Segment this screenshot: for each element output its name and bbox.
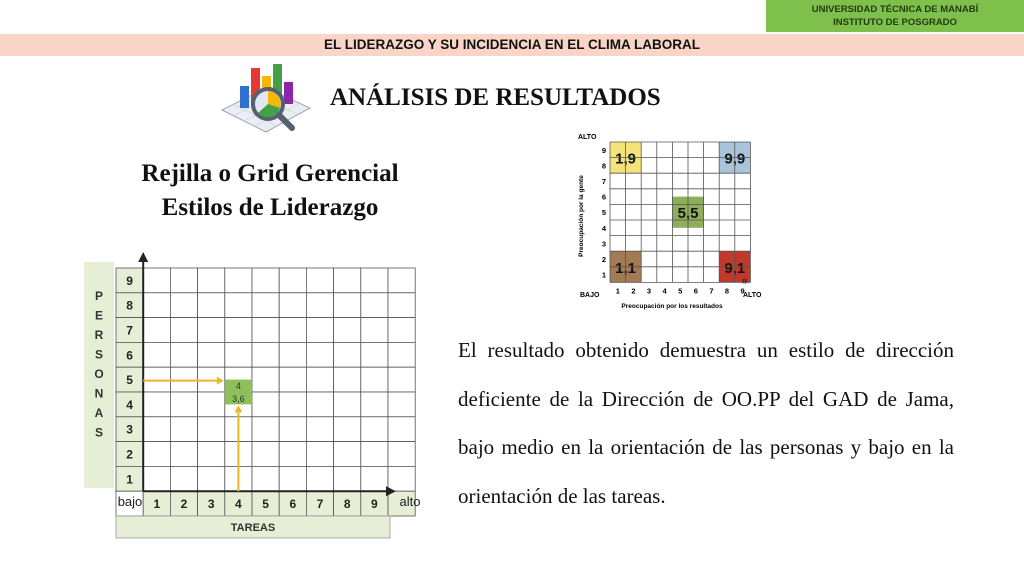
x-tick-label: 4 [235, 497, 242, 512]
x-tick-label: 8 [343, 497, 351, 512]
grid-cell [252, 442, 279, 467]
y-tick-label: 8 [126, 298, 133, 313]
x-tick-label: 9 [371, 497, 378, 512]
grid-cell [198, 392, 225, 417]
grid-cell [361, 367, 388, 392]
grid-cell [225, 318, 252, 343]
grid-cell [306, 318, 333, 343]
svg-text:9,1: 9,1 [724, 259, 746, 277]
y-tick-label: 5 [126, 373, 133, 388]
x-low-label: bajo [117, 494, 143, 509]
grid-cell [170, 417, 197, 442]
grid-cell [306, 392, 333, 417]
grid-cell [361, 392, 388, 417]
grid-cell [361, 466, 388, 491]
ref-y-tick: 7 [601, 177, 607, 186]
grid-cell [306, 342, 333, 367]
personas-letter: P [94, 289, 104, 303]
grid-subtitle: Estilos de Liderazgo [161, 194, 379, 221]
grid-cell [252, 392, 279, 417]
grid-cell [334, 268, 361, 293]
x-tick-label: 5 [262, 497, 269, 512]
grid-cell [143, 442, 170, 467]
y-tick-label: 4 [126, 397, 133, 412]
y-tick-label: 3 [126, 422, 133, 437]
grid-cell [306, 466, 333, 491]
grid-cell [361, 318, 388, 343]
grid-cell [388, 367, 415, 392]
grid-cell [306, 442, 333, 467]
institute-name: INSTITUTO DE POSGRADO [833, 17, 957, 28]
grid-cell [279, 442, 306, 467]
grid-cell [334, 367, 361, 392]
grid-cell [198, 442, 225, 467]
ref-x-tick: 9 [740, 286, 745, 296]
svg-text:1,9: 1,9 [615, 150, 637, 168]
grid-cell [252, 342, 279, 367]
grid-cell [170, 442, 197, 467]
grid-cell [170, 268, 197, 293]
ref-x-tick: 1 [615, 286, 620, 296]
grid-cell [198, 268, 225, 293]
result-y-value: 3,6 [232, 394, 245, 404]
ref-x-tick: 5 [678, 286, 683, 296]
personas-letter: N [94, 386, 104, 401]
grid-cell [388, 268, 415, 293]
grid-cell [143, 342, 170, 367]
grid-cell [198, 417, 225, 442]
grid-cell [225, 268, 252, 293]
y-tick-label: 6 [126, 348, 133, 363]
grid-cell [279, 342, 306, 367]
grid-cell [225, 293, 252, 318]
university-name: UNIVERSIDAD TÉCNICA DE MANABÍ [811, 4, 979, 15]
grid-title: Rejilla o Grid Gerencial [141, 160, 399, 187]
x-tick-label: 7 [316, 497, 324, 512]
ref-y-tick: 2 [601, 255, 607, 264]
grid-cell [170, 342, 197, 367]
grid-cell [252, 318, 279, 343]
chart-magnifier-icon [218, 58, 314, 138]
registered-mark: ® [742, 279, 748, 286]
grid-cell [143, 417, 170, 442]
svg-text:5,5: 5,5 [677, 205, 699, 223]
ref-x-tick: 7 [709, 286, 714, 296]
ref-x-tick: 8 [724, 286, 730, 296]
personas-letter: O [94, 367, 104, 381]
x-tick-label: 6 [289, 497, 297, 512]
university-badge [766, 0, 1024, 32]
x-axis-title: TAREAS [230, 522, 276, 534]
svg-text:9,9: 9,9 [724, 150, 746, 168]
grid-cell [279, 367, 306, 392]
grid-cell [361, 442, 388, 467]
grid-cell [143, 392, 170, 417]
grid-cell [252, 417, 279, 442]
grid-cell [388, 392, 415, 417]
grid-cell [198, 466, 225, 491]
grid-cell [388, 466, 415, 491]
grid-cell [279, 466, 306, 491]
grid-cell [388, 442, 415, 467]
y-tick-label: 7 [126, 323, 133, 338]
personas-letter: S [94, 347, 104, 362]
x-tick-label: 3 [207, 497, 215, 512]
y-tick-label: 2 [126, 447, 133, 462]
grid-cell [170, 466, 197, 491]
grid-cell [306, 293, 333, 318]
grid-cell [143, 293, 170, 318]
personas-letter: A [94, 406, 104, 420]
grid-cell [334, 442, 361, 467]
x-high-label: alto [399, 494, 421, 509]
result-paragraph: El resultado obtenido demuestra un estilo de dirección deficiente de la Dirección de OO.PP del GAD de Jama, bajo medio en la orientación de las personas y bajo en la orientación de las tareas. [458, 338, 954, 508]
grid-cell [361, 417, 388, 442]
grid-cell [306, 417, 333, 442]
reference-managerial-grid [572, 128, 772, 312]
grid-cell [279, 268, 306, 293]
personas-letter: R [94, 328, 104, 342]
grid-cell [143, 466, 170, 491]
grid-cell [225, 342, 252, 367]
grid-cell [361, 293, 388, 318]
result-x-value: 4 [235, 381, 241, 391]
grid-cell [279, 293, 306, 318]
personas-letter: S [94, 425, 104, 440]
grid-cell [361, 268, 388, 293]
grid-cell [306, 268, 333, 293]
ref-y-tick: 9 [601, 145, 607, 155]
grid-cell [334, 417, 361, 442]
ref-x-tick: 4 [662, 286, 667, 296]
grid-cell [388, 318, 415, 343]
grid-cell [334, 318, 361, 343]
grid-cell [198, 318, 225, 343]
grid-cell [334, 392, 361, 417]
grid-cell [388, 342, 415, 367]
grid-cell [170, 392, 197, 417]
ref-x-tick: 6 [693, 286, 698, 296]
grid-cell [252, 466, 279, 491]
grid-cell [279, 318, 306, 343]
ref-y-tick: 6 [601, 192, 607, 202]
grid-cell [252, 293, 279, 318]
result-grid [80, 242, 432, 542]
grid-cell [334, 293, 361, 318]
grid-cell [198, 293, 225, 318]
ref-y-tick: 4 [601, 223, 607, 233]
ref-y-tick: 8 [601, 161, 607, 171]
grid-cell [279, 392, 306, 417]
grid-cell [170, 293, 197, 318]
grid-cell [170, 318, 197, 343]
reference-high-label: ALTO [743, 292, 762, 299]
personas-letter: E [94, 308, 104, 323]
section-heading: ANÁLISIS DE RESULTADOS [330, 84, 661, 111]
presentation-title: EL LIDERAZGO Y SU INCIDENCIA EN EL CLIMA LABORAL [0, 34, 1024, 56]
reference-y-axis-label: Preocupación por la gente [578, 175, 585, 257]
x-tick-label: 2 [180, 497, 188, 512]
ref-y-tick: 5 [601, 208, 607, 218]
svg-text:1,1: 1,1 [615, 259, 637, 277]
grid-cell [361, 342, 388, 367]
grid-cell [143, 318, 170, 343]
grid-cell [388, 293, 415, 318]
y-tick-label: 9 [126, 273, 133, 288]
grid-cell [388, 417, 415, 442]
grid-cell [334, 342, 361, 367]
reference-top-label: ALTO [578, 134, 597, 141]
ref-x-tick: 2 [631, 286, 636, 296]
ref-x-tick: 3 [646, 286, 652, 296]
reference-x-axis-label: Preocupación por los resultados [621, 303, 723, 310]
grid-cell [306, 367, 333, 392]
y-tick-label: 1 [126, 472, 133, 487]
grid-cell [198, 342, 225, 367]
grid-cell [334, 466, 361, 491]
reference-low-label: BAJO [580, 292, 600, 299]
grid-cell [252, 268, 279, 293]
x-tick-label: 1 [153, 497, 161, 512]
grid-cell [143, 268, 170, 293]
ref-y-tick: 1 [601, 270, 607, 280]
ref-y-tick: 3 [601, 239, 607, 249]
grid-cell [252, 367, 279, 392]
grid-cell [279, 417, 306, 442]
